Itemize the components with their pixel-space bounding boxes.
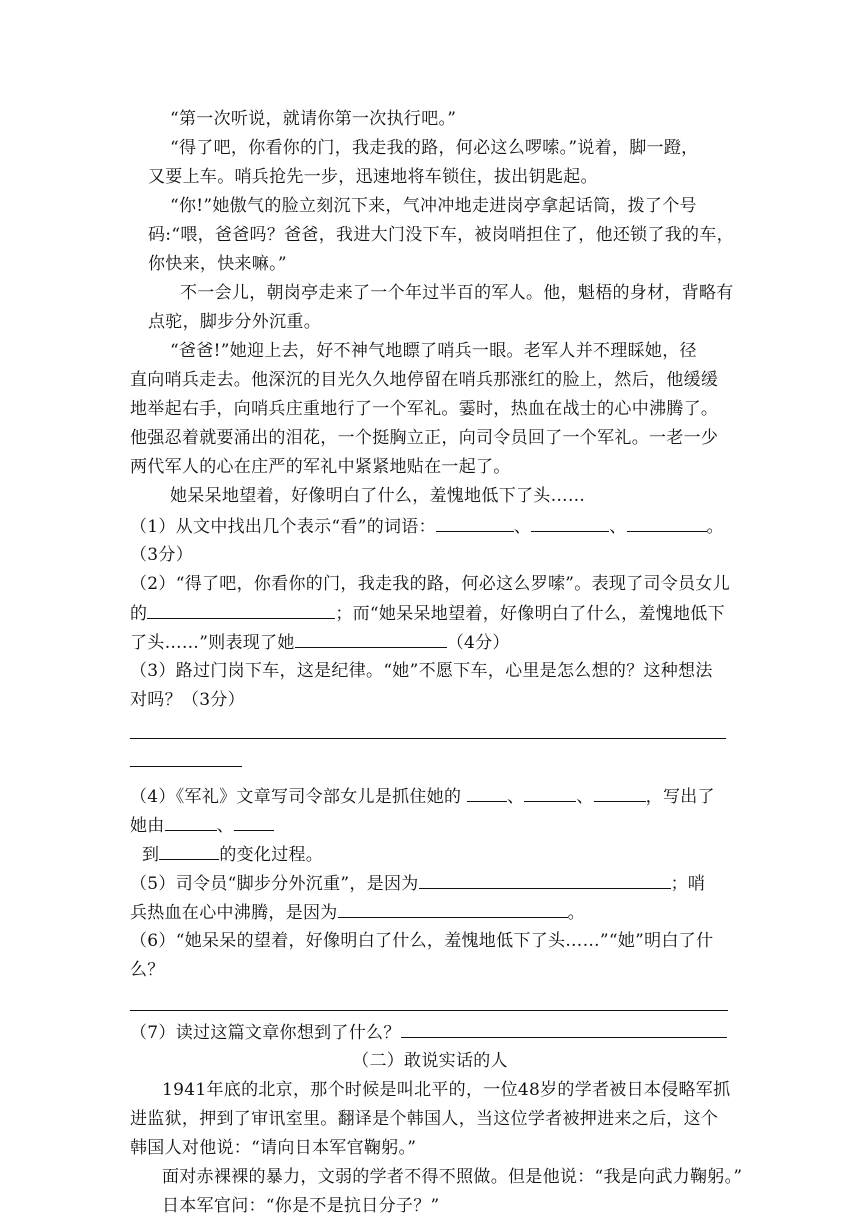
question-5: （5）司令员“脚步分外沉重”，是因为 ；哨	[130, 869, 730, 898]
answer-blank[interactable]	[147, 599, 335, 619]
story-line: 点驼，脚步分外沉重。	[148, 312, 321, 332]
story-line: 不一会儿，朝岗亭走来了一个年过半百的军人。他，魁梧的身材，背略有	[180, 283, 734, 303]
story-line: 两代军人的心在庄严的军礼中紧紧地贴在一起了。	[130, 457, 511, 477]
story-line: “第一次听说，就请你第一次执行吧。”	[170, 109, 457, 129]
section-title: （二）敢说实话的人	[352, 1051, 508, 1071]
story-line: 她呆呆地望着，好像明白了什么，羞愧地低下了头……	[170, 486, 586, 506]
answer-blank[interactable]	[594, 782, 646, 802]
story-line: 码:“喂，爸爸吗？爸爸，我进大门没下车，被岗哨担住了，他还锁了我的车，	[148, 225, 734, 245]
answer-line[interactable]	[130, 738, 726, 739]
question-1-score: （3分）	[130, 545, 194, 565]
section2-line: 进监狱，押到了审讯室里。翻译是个韩国人，当这位学者被押进来之后，这个	[130, 1109, 719, 1129]
question-3-line2: 对吗？（3分）	[130, 690, 245, 710]
answer-blank[interactable]	[436, 512, 514, 532]
answer-blank[interactable]	[531, 512, 609, 532]
section2-line: 日本军官问：“你是不是抗日分子？”	[162, 1196, 440, 1216]
answer-blank[interactable]	[159, 840, 219, 860]
story-line: 他强忍着就要涌出的泪花，一个挺胸立正，向司令员回了一个军礼。一老一少	[130, 428, 719, 448]
answer-blank[interactable]	[295, 628, 447, 648]
answer-line[interactable]	[130, 1010, 728, 1011]
answer-blank[interactable]	[165, 811, 217, 831]
question-2-line2: 的 ；而“她呆呆地望着，好像明白了什么，羞愧地低下	[130, 599, 730, 628]
answer-blank[interactable]	[627, 512, 707, 532]
question-5-line2: 兵热血在心中沸腾，是因为 。	[130, 898, 730, 927]
story-line: 地举起右手，向哨兵庄重地行了一个军礼。霎时，热血在战士的心中沸腾了。	[130, 399, 719, 419]
question-2: （2）“得了吧，你看你的门，我走我的路，何必这么罗嗦”。表现了司令员女儿	[130, 574, 730, 594]
answer-blank[interactable]	[338, 898, 568, 918]
section2-line: 面对赤裸裸的暴力，文弱的学者不得不照做。但是他说：“我是向武力鞠躬。”	[162, 1167, 743, 1187]
question-6: （6）“她呆呆的望着，好像明白了什么，羞愧地低下了头……”“她”明白了什	[130, 931, 714, 951]
question-4: （4）《军礼》文章写司令部女儿是抓住她的 、 、 ，写出了	[130, 782, 730, 811]
story-line: “你!”她傲气的脸立刻沉下来，气冲冲地走进岗亭拿起话筒，拨了个号	[170, 196, 697, 216]
question-6-line2: 么？	[130, 960, 165, 980]
story-line: 又要上车。哨兵抢先一步，迅速地将车锁住，拔出钥匙起。	[148, 167, 598, 187]
answer-line[interactable]	[130, 766, 242, 767]
story-line: “爸爸!”她迎上去，好不神气地瞟了哨兵一眼。老军人并不理睬她，径	[170, 341, 697, 361]
story-line: 直向哨兵走去。他深沉的目光久久地停留在哨兵那涨红的脸上，然后，他缓缓	[130, 370, 719, 390]
story-line: “得了吧，你看你的门，我走我的路，何必这么啰嗦。”说着，脚一蹬，	[170, 138, 699, 158]
answer-blank[interactable]	[524, 782, 576, 802]
question-4-line2: 她由 、	[130, 811, 730, 840]
story-line: 你快来，快来嘛。”	[148, 254, 287, 274]
question-7: （7）读过这篇文章你想到了什么？	[130, 1018, 730, 1047]
answer-blank[interactable]	[419, 869, 671, 889]
answer-blank[interactable]	[467, 782, 507, 802]
section2-line: 1941年底的北京，那个时候是叫北平的，一位48岁的学者被日本侵略军抓	[162, 1080, 731, 1100]
question-3: （3）路过门岗下车，这是纪律。“她”不愿下车，心里是怎么想的？这种想法	[130, 661, 713, 681]
section2-line: 韩国人对他说：“请向日本军官鞠躬。”	[130, 1138, 417, 1158]
answer-blank[interactable]	[234, 811, 274, 831]
question-2-line3: 了头……”则表现了她 （4分）	[130, 628, 730, 657]
answer-blank[interactable]	[401, 1018, 727, 1038]
question-1: （1）从文中找出几个表示“看”的词语： 、 、 。	[130, 512, 730, 541]
question-4-line3: 到 的变化过程。	[142, 840, 742, 869]
